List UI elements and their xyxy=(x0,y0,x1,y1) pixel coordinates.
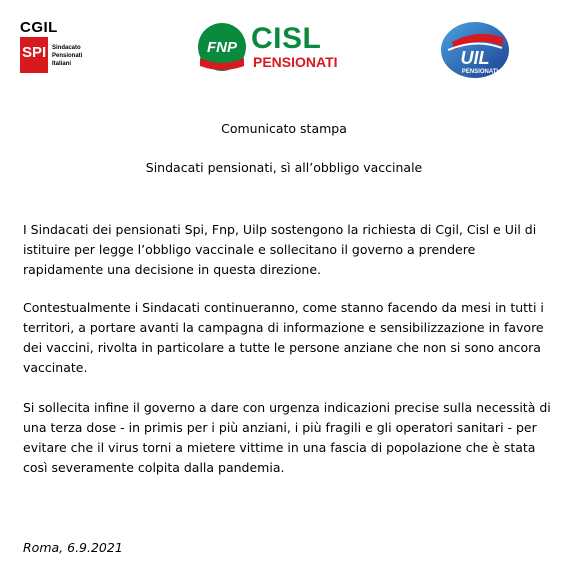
spi-sub-line: Sindacato xyxy=(52,45,81,51)
paragraph-line: Si sollecita infine il governo a dare con urgenza indicazioni precise sulla necessità di xyxy=(23,400,551,415)
document-title: Comunicato stampa xyxy=(221,121,347,136)
fnp-cisl-logo xyxy=(196,22,356,78)
paragraph-line: così severamente colpita dalla pandemia. xyxy=(23,460,285,475)
cisl-logo-text: CISL xyxy=(251,22,322,55)
uil-logo-icon xyxy=(438,20,512,80)
uil-pensionati-logo xyxy=(438,20,512,80)
paragraph-line: evitare che il virus torni a mietere vittime in una fascia di popolazione che è stata xyxy=(23,440,536,455)
cgil-spi-logo xyxy=(20,20,100,76)
cgil-logo-text: CGIL xyxy=(20,19,58,36)
paragraph-2 xyxy=(23,298,543,378)
signature-date: Roma, 6.9.2021 xyxy=(23,540,123,555)
fnp-mark-icon xyxy=(196,22,248,78)
spi-sub-line: Pensionati xyxy=(52,53,83,59)
paragraph-3 xyxy=(23,398,551,478)
paragraph-line: Contestualmente i Sindacati continueranno, come stanno facendo da mesi in tutti i xyxy=(23,300,544,315)
paragraph-line: vaccinate. xyxy=(23,360,88,375)
fnp-pensionati-text: PENSIONATI xyxy=(253,54,338,70)
paragraph-line: istituire per legge l’obbligo vaccinale e sollecitano il governo a prendere xyxy=(23,242,476,257)
paragraph-1 xyxy=(23,220,543,280)
paragraph-line: I Sindacati dei pensionati Spi, Fnp, Uilp sostengono la richiesta di Cgil, Cisl e Uil di xyxy=(23,222,537,237)
uil-pensionati-text: PENSIONATI xyxy=(461,69,499,75)
paragraph-line: territori, a portare avanti la campagna di informazione e sensibilizzazione in favore xyxy=(23,320,544,335)
spi-sub-line: Italiani xyxy=(52,61,72,67)
paragraph-line: rapidamente una decisione in questa direzione. xyxy=(23,262,322,277)
spi-logo-subtitle xyxy=(52,44,82,68)
paragraph-line: una terza dose - in primis per i più anziani, i più fragili e gli operatori sanitari - per xyxy=(23,420,537,435)
paragraph-line: dei vaccini, rivolta in particolare a tutte le persone anziane che non si sono ancora xyxy=(23,340,541,355)
spi-logo-text: SPI xyxy=(22,44,47,61)
fnp-mark-text: FNP xyxy=(207,39,237,56)
uil-logo-text: UIL xyxy=(460,48,490,68)
document-subtitle: Sindacati pensionati, sì all’obbligo vaccinale xyxy=(145,160,423,175)
spi-logo-box xyxy=(20,37,48,73)
